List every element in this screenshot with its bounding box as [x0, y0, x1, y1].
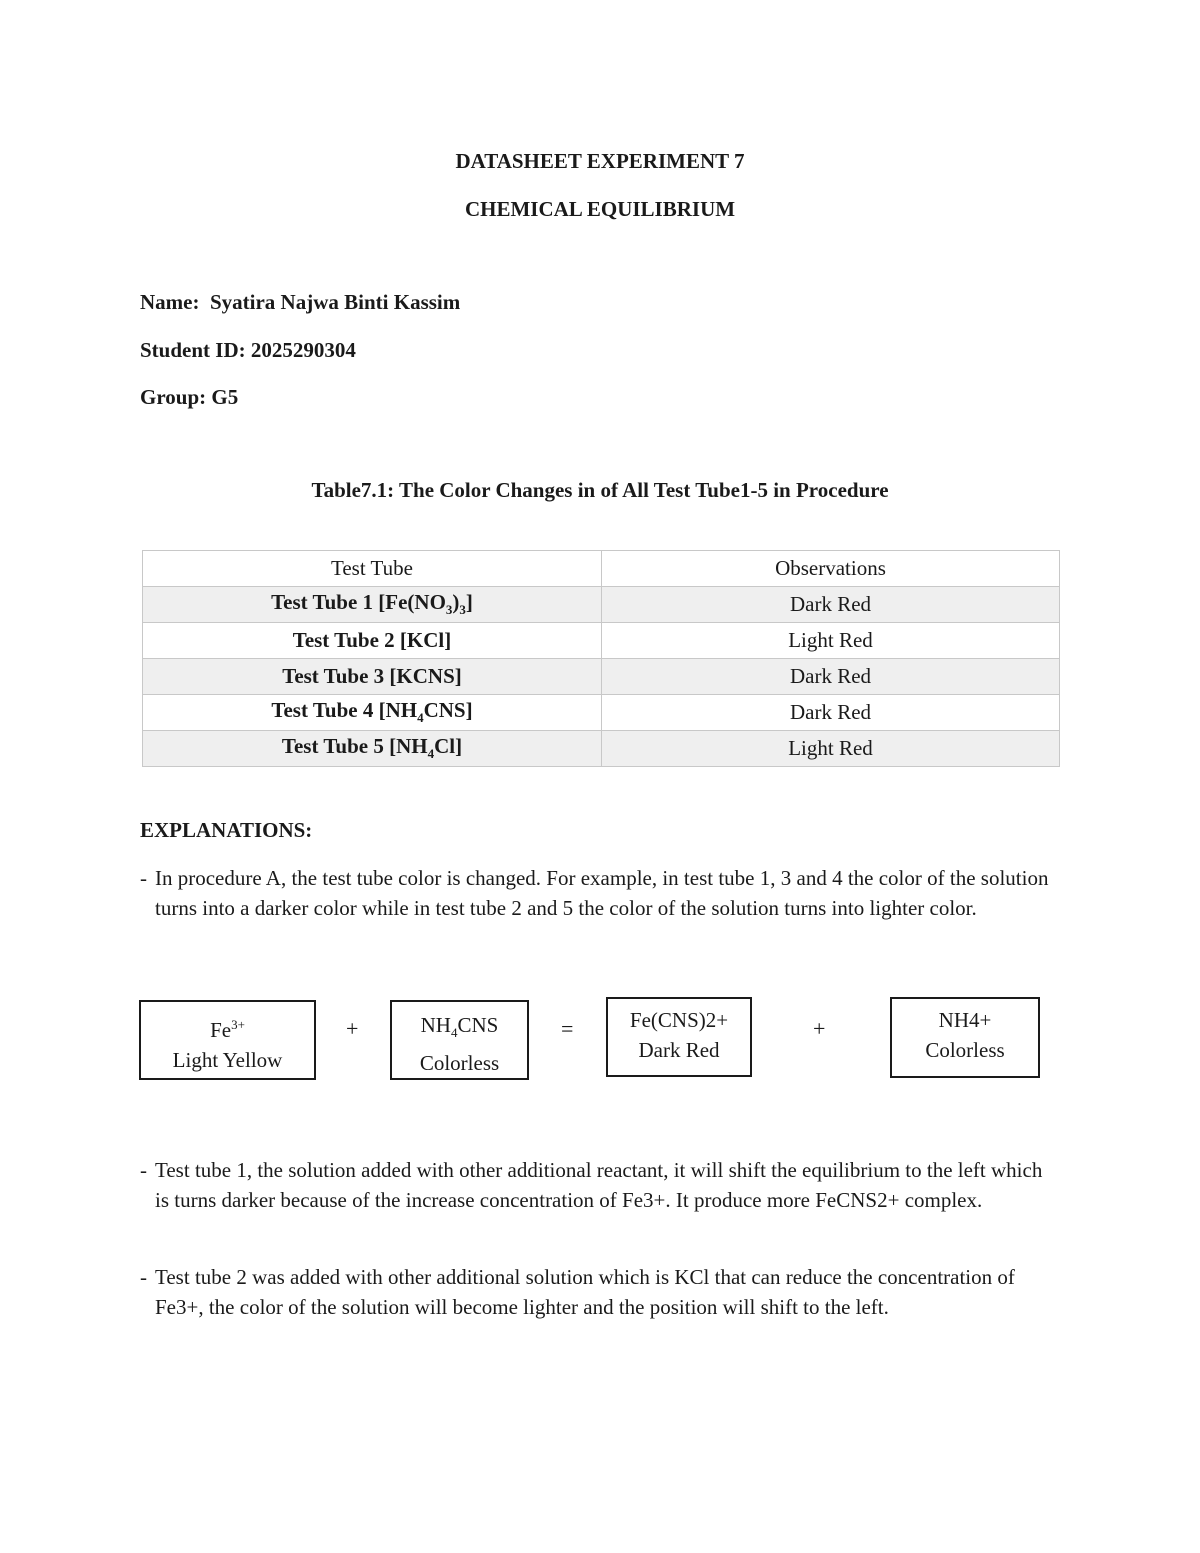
tube-cell: Test Tube 5 $[NH_4Cl]$ — [143, 731, 602, 767]
explanation-paragraph-2: - Test tube 1, the solution added with other additional reactant, it will shift the equilibrium to the left which is turns darker because of the increase concentration of Fe3+. It produce more FeCNS2+ complex. — [140, 1155, 1060, 1215]
observation-cell: Light Red — [602, 623, 1060, 659]
name-field — [140, 290, 460, 315]
header-observations: Observations — [602, 551, 1060, 587]
group-value: G5 — [211, 385, 239, 409]
page-subtitle: CHEMICAL EQUILIBRIUM — [464, 197, 736, 221]
explanations-heading: EXPLANATIONS: — [140, 818, 313, 842]
table-row — [143, 659, 1060, 695]
name-value: Syatira Najwa Binti Kassim — [209, 290, 461, 314]
reactant-box-fe: $Fe^{3+}$ Light Yellow — [139, 1000, 316, 1080]
bullet-dash: - — [140, 1265, 147, 1289]
table-row — [143, 695, 1060, 731]
product-box-nh4: NH4+ Colorless — [890, 997, 1040, 1078]
plus-sign: + — [346, 1016, 359, 1041]
tube-cell: Test Tube 3 [KCNS] — [143, 659, 602, 695]
bullet-dash: - — [140, 1158, 147, 1182]
header-test-tube: Test Tube — [143, 551, 602, 587]
observation-cell: Dark Red — [602, 659, 1060, 695]
observation-cell: Light Red — [602, 731, 1060, 767]
group-label: Group: — [140, 385, 207, 409]
table-header-row — [143, 551, 1060, 587]
group-field — [140, 385, 238, 410]
plus-sign: + — [813, 1016, 826, 1041]
equals-sign: = — [561, 1016, 574, 1041]
bullet-dash: - — [140, 866, 147, 890]
tube-cell: Test Tube 2 [KCl] — [143, 623, 602, 659]
observation-cell: Dark Red — [602, 587, 1060, 623]
explanation-paragraph-1: - In procedure A, the test tube color is changed. For example, in test tube 1, 3 and 4 the color of the solution turns into a darker color while in test tube 2 and 5 the color of the solution turns into lighter color. — [140, 863, 1060, 923]
explanation-paragraph-3: - Test tube 2 was added with other additional solution which is KCl that can reduce the concentration of Fe3+, the color of the solution will become lighter and the position will shift to the left. — [140, 1262, 1060, 1322]
table-row — [143, 731, 1060, 767]
table-row — [143, 587, 1060, 623]
tube-cell: Test Tube 1 $[Fe(NO_3)_3]$ — [143, 587, 602, 623]
name-label: Name: — [140, 290, 200, 314]
observations-table — [142, 550, 1060, 767]
reactant-box-nh4cns: $NH_4CNS$ Colorless — [390, 1000, 529, 1080]
tube-cell: Test Tube 4 $[NH_4CNS]$ — [143, 695, 602, 731]
student-id-label: Student ID: — [140, 338, 246, 362]
observation-cell: Dark Red — [602, 695, 1060, 731]
table-row — [143, 623, 1060, 659]
student-id-value: 2025290304 — [250, 338, 356, 362]
table-caption: Table7.1: The Color Changes in of All Test Tube1-5 in Procedure — [311, 478, 889, 502]
page-title: DATASHEET EXPERIMENT 7 — [455, 149, 745, 173]
student-id-field — [140, 338, 356, 363]
product-box-fecns: Fe(CNS)2+ Dark Red — [606, 997, 752, 1077]
